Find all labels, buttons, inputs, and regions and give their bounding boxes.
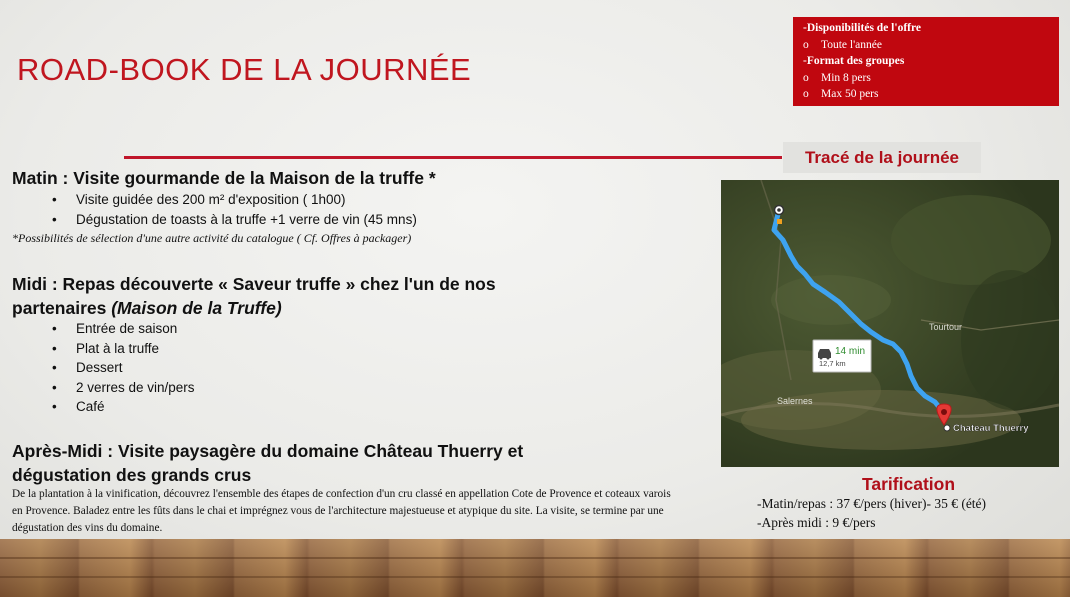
- map-image: [721, 180, 1059, 467]
- list-item: • Entrée de saison: [52, 319, 195, 339]
- list-item: • 2 verres de vin/pers: [52, 378, 195, 398]
- morning-heading: Matin : Visite gourmande de la Maison de la truffe *: [12, 168, 436, 188]
- route-map[interactable]: [721, 180, 1059, 467]
- route-map-label: Tracé de la journée: [783, 142, 981, 173]
- midday-heading-line1: Midi : Repas découverte « Saveur truffe » chez l'un de nos: [12, 274, 496, 294]
- page-title: ROAD-BOOK DE LA JOURNÉE: [17, 52, 472, 87]
- afternoon-heading-line1: Après-Midi : Visite paysagère du domaine Château Thuerry et: [12, 441, 524, 461]
- route-duration: 14 min: [835, 346, 866, 357]
- offer-format-max: o Max 50 pers: [803, 88, 879, 100]
- morning-note: *Possibilités de sélection d'une autre activité du catalogue ( Cf. Offres à packager): [12, 231, 412, 245]
- list-item: • Café: [52, 397, 195, 417]
- afternoon-description: De la plantation à la vinification, découvrez l'ensemble des étapes de confection d'un cru classé en appellation Cote de Provence et coteaux varois en Provence. Baladez entre les fûts dans le chai et imprégnez vous de l'architecture majestueuse et atypique du site. La visite, se termine par une dégustation des vins du domaine.: [12, 488, 671, 534]
- offer-format-min: o Min 8 pers: [803, 71, 871, 84]
- pricing-heading: Tarification: [862, 474, 956, 494]
- offer-availability-item: o Toute l'année: [803, 38, 882, 51]
- route-info-bubble: [813, 340, 871, 372]
- town-label-tourtour: Tourtour: [929, 322, 963, 332]
- list-item: • Dessert: [52, 358, 195, 378]
- midday-heading-line2: partenaires (Maison de la Truffe): [12, 298, 282, 318]
- list-item: • Dégustation de toasts à la truffe +1 verre de vin (45 mns): [52, 210, 417, 230]
- destination-label: Chateau Thuerry: [953, 423, 1029, 434]
- section-divider: [124, 156, 782, 159]
- route-distance: 12,7 km: [819, 359, 846, 368]
- afternoon-heading-line2: dégustation des grands crus: [12, 465, 252, 485]
- pricing-afternoon: -Après midi : 9 €/pers: [757, 515, 876, 530]
- pricing-morning: -Matin/repas : 37 €/pers (hiver)- 35 € (été): [757, 496, 987, 511]
- midday-list: [52, 319, 195, 417]
- offer-availability-heading: -Disponibilités de l'offre: [803, 22, 921, 34]
- offer-format-heading: -Format des groupes: [803, 55, 905, 67]
- list-item: • Plat à la truffe: [52, 339, 195, 359]
- list-item: • Visite guidée des 200 m² d'exposition ( 1h00): [52, 190, 417, 210]
- offer-availability-box: [793, 17, 1059, 106]
- town-label-salernes: Salernes: [777, 396, 813, 406]
- morning-list: [52, 190, 417, 229]
- wood-floor-decoration: [0, 539, 1070, 597]
